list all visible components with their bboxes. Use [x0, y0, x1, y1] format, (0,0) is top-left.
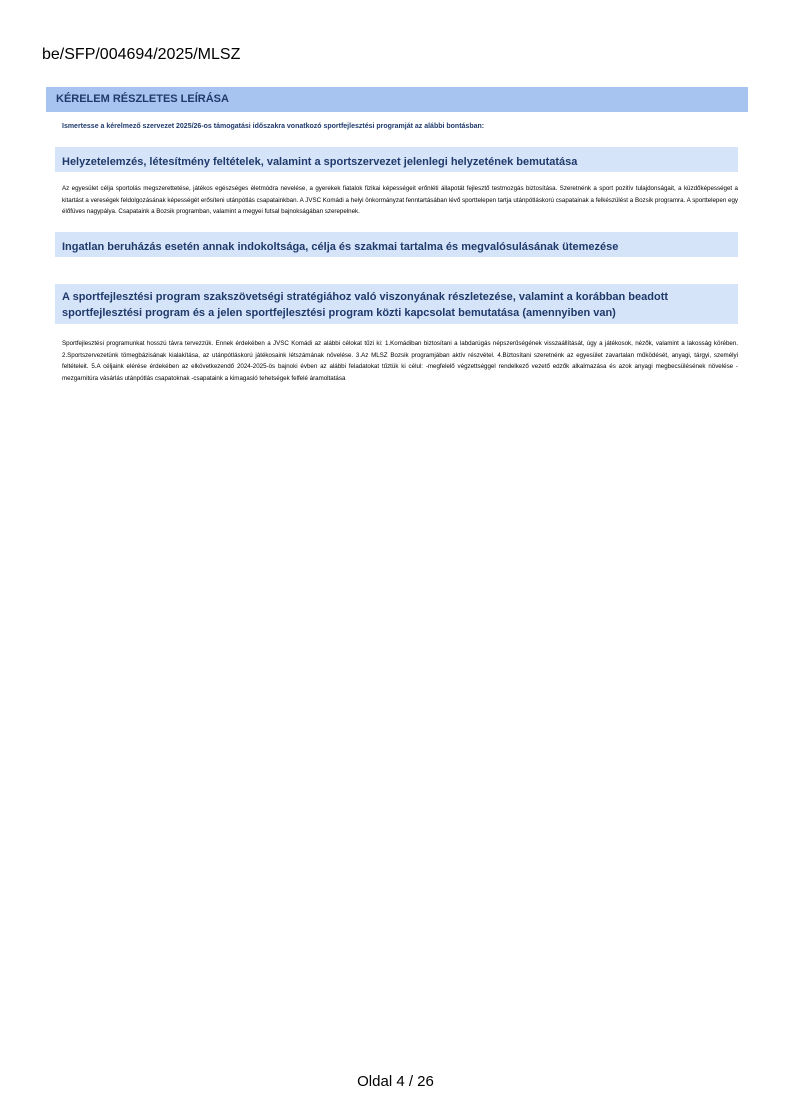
document-id: be/SFP/004694/2025/MLSZ — [42, 46, 241, 63]
main-section-header: KÉRELEM RÉSZLETES LEÍRÁSA — [46, 87, 748, 112]
section-text-federation-strategy: Sportfejlesztési programunkat hosszú távra tervezzük. Ennek érdekében a JVSC Komádi az alábbi célokat tűzi ki: 1.Komádiban biztosítani a labdarúgás népszerűségének visszaállítását, úgy a játékosok, nézők, valamint a lakosság körében. 2.Sportszervezetünk tömegbázisának kialakítása, az utánpótláskorú játékosaink létszámának növelése. 3.Az MLSZ Bozsik programjában aktív részvétel. 4.Biztosítani szeretnénk az egyesület zavartalan működését, anyagi, tárgyi, személyi feltételeit. 5.A céljaink elérése érdekében az elkövetkezendő 2024-2025-ös bajnoki évben az alábbi feladatokat tűztük ki célul: -megfelelő végzettséggel rendelkező vezető edzők alkalmazása és azok anyagi megbecsülésének növelése -mezgarnitúra vásárlás utánpótlás csapatoknak -csapataink a kimagasló tehetségek felfelé áramoltatása — [62, 340, 738, 382]
section-header-real-estate-investment: Ingatlan beruházás esetén annak indokoltsága, célja és szakmai tartalma és megvalósulásának ütemezése — [55, 232, 738, 257]
intro-instruction: Ismertesse a kérelmező szervezet 2025/26-os támogatási időszakra vonatkozó sportfejlesztési programját az alábbi bontásban: — [62, 123, 485, 130]
section-header-federation-strategy: A sportfejlesztési program szakszövetségi stratégiához való viszonyának részletezése, valamint a korábban beadott sportfejlesztési program és a jelen sportfejlesztési program közti kapcsolat bemutatása (amennyiben van) — [55, 284, 738, 324]
section-header-situation-analysis: Helyzetelemzés, létesítmény feltételek, valamint a sportszervezet jelenlegi helyzetének bemutatása — [55, 147, 738, 172]
page-number: Oldal 4 / 26 — [357, 1073, 434, 1090]
section-text-situation-analysis: Az egyesület célja sportolás megszerettetése, játékos egészséges életmódra nevelése, a gyerekek fiatalok fizikai képességeit erőnléti állapotát fejlesztő testmozgás biztosítása. Szeretnénk a sport pozitív tulajdonságait, a küzdőképességet a kitartást a vereségek feldolgozásának képességét erősíteni utánpótlás csapatainkban. A JVSC Komádi a helyi önkormányzat fenntartásában lévő sporttelepen tartja utánpótláskorú csapatainak a felkészülést a Bozsik programra. A sporttelepen egy élőfüves nagypálya. Csapataink a Bozsik programban, valamint a megyei futsal bajnokságában szerepelnek. — [62, 185, 738, 215]
